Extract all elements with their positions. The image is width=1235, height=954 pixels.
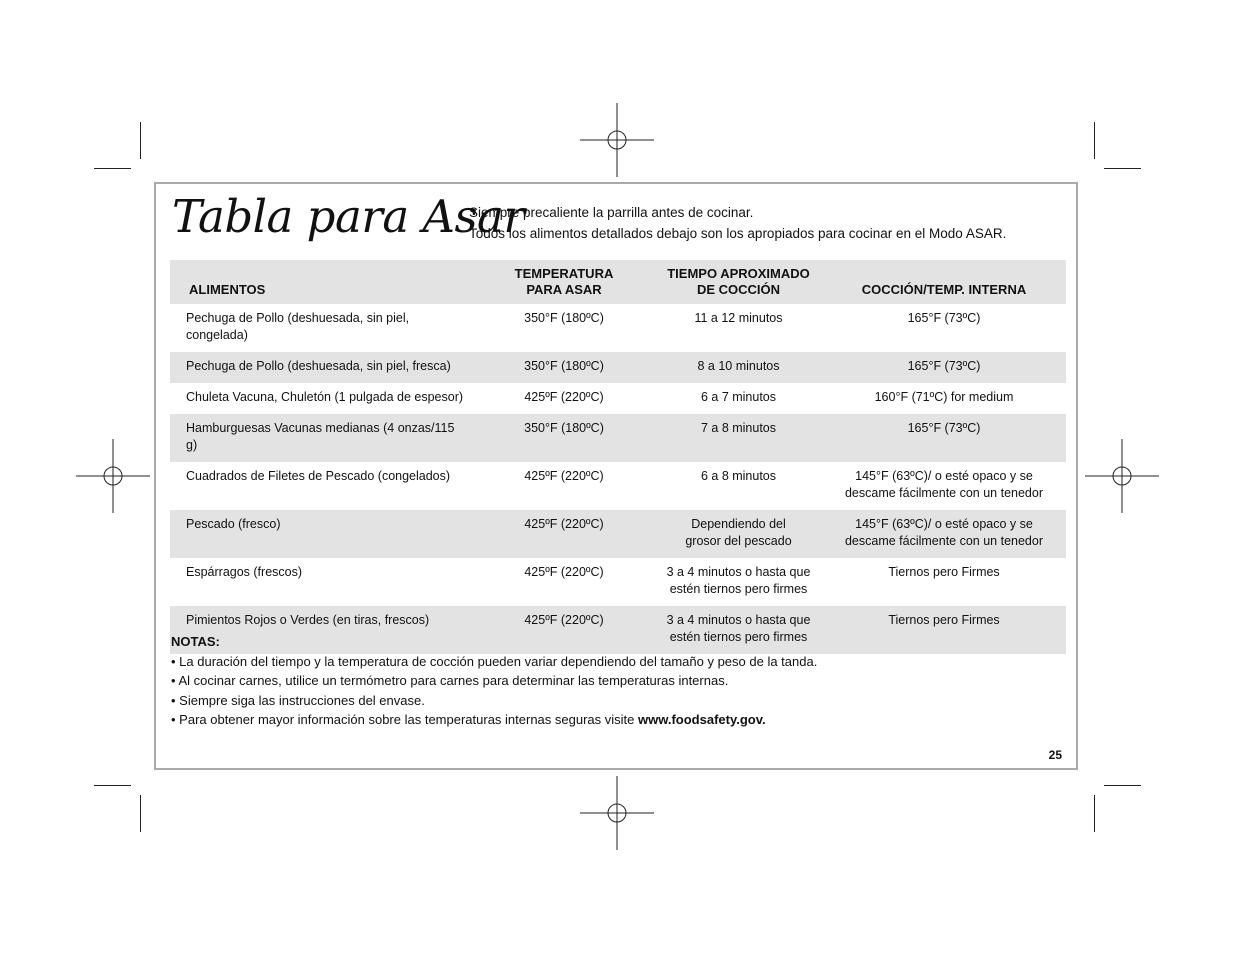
crop-mark (1104, 785, 1141, 786)
table-row (170, 304, 1066, 352)
header-temperature: TEMPERATURA PARA ASAR (473, 260, 655, 304)
internal-cell: 165°F (73ºC) (907, 311, 981, 325)
table-row (170, 414, 1066, 462)
crop-mark (1094, 795, 1095, 832)
intro-line: Siempre precaliente la parrilla antes de cocinar. (469, 205, 754, 220)
internal-cell: 145°F (63ºC)/ o esté opaco y se descame fácilmente con un tenedor (844, 469, 1044, 500)
registration-mark-icon (580, 103, 654, 177)
notes-section (171, 632, 817, 730)
registration-mark-icon (76, 439, 150, 513)
page-title: Tabla para Asar (172, 190, 525, 243)
note-item: • Al cocinar carnes, utilice un termómetro para carnes para determinar las temperaturas internas. (171, 673, 729, 688)
grilling-table (170, 260, 1066, 654)
intro-text (469, 202, 1006, 244)
header-food: ALIMENTOS (170, 260, 473, 304)
food-cell: Hamburguesas Vacunas medianas (4 onzas/115 g) (170, 414, 473, 462)
crop-mark (1104, 168, 1141, 169)
intro-line: Todos los alimentos detallados debajo son los apropiados para cocinar en el Modo ASAR. (469, 226, 1007, 241)
crop-mark (94, 785, 131, 786)
food-cell: Espárragos (frescos) (186, 565, 303, 579)
note-item (171, 710, 817, 730)
note-text: • Para obtener mayor información sobre las temperaturas internas seguras visite (171, 712, 638, 727)
temp-cell: 425ºF (220ºC) (473, 510, 655, 558)
crop-mark (1094, 122, 1095, 159)
registration-mark-icon (1085, 439, 1159, 513)
temp-cell: 350°F (180ºC) (473, 414, 655, 462)
foodsafety-link[interactable]: www.foodsafety.gov. (638, 712, 766, 727)
time-cell: 6 a 7 minutos (700, 390, 777, 404)
temp-cell: 425ºF (220ºC) (524, 565, 604, 579)
table-row (170, 352, 1066, 383)
food-cell: Pechuga de Pollo (deshuesada, sin piel, fresca) (170, 352, 473, 383)
time-cell: 6 a 8 minutos (700, 469, 777, 483)
temp-cell: 425ºF (220ºC) (473, 606, 655, 654)
internal-cell: 160°F (71ºC) for medium (874, 390, 1014, 404)
header-internal-temp: COCCIÓN/TEMP. INTERNA (822, 260, 1066, 304)
temp-cell: 350°F (180ºC) (473, 352, 655, 383)
time-cell: 11 a 12 minutos (694, 311, 783, 325)
time-cell: 8 a 10 minutos (655, 352, 822, 383)
table-row (170, 462, 1066, 510)
food-cell: Chuleta Vacuna, Chuletón (1 pulgada de espesor) (186, 390, 464, 404)
page-frame (154, 182, 1078, 770)
crop-mark (140, 795, 141, 832)
crop-mark (140, 122, 141, 159)
registration-mark-icon (580, 776, 654, 850)
time-cell: 3 a 4 minutos o hasta que estén tiernos pero firmes (655, 606, 822, 654)
internal-cell: Tiernos pero Firmes (822, 606, 1066, 654)
food-cell: Cuadrados de Filetes de Pescado (congelados) (186, 469, 451, 483)
internal-cell: Tiernos pero Firmes (888, 565, 1000, 579)
internal-cell: 165°F (73ºC) (822, 352, 1066, 383)
note-item: • Siempre siga las instrucciones del envase. (171, 692, 425, 708)
temp-cell: 425ºF (220ºC) (524, 469, 604, 483)
internal-cell: 145°F (63ºC)/ o esté opaco y se descame fácilmente con un tenedor (822, 510, 1066, 558)
food-cell: Pechuga de Pollo (deshuesada, sin piel, congelada) (186, 311, 410, 342)
time-cell: Dependiendo del grosor del pescado (655, 510, 822, 558)
time-cell: 3 a 4 minutos o hasta que estén tiernos pero firmes (666, 565, 811, 596)
header-cooking-time: TIEMPO APROXIMADO DE COCCIÓN (655, 260, 822, 304)
page-number: 25 (1048, 748, 1062, 762)
temp-cell: 425ºF (220ºC) (524, 390, 604, 404)
table-row (170, 558, 1066, 606)
time-cell: 7 a 8 minutos (655, 414, 822, 462)
internal-cell: 165°F (73ºC) (822, 414, 1066, 462)
crop-mark (94, 168, 131, 169)
table-header-row (170, 260, 1066, 304)
table-row (170, 383, 1066, 414)
table-row (170, 510, 1066, 558)
food-cell: Pescado (fresco) (170, 510, 473, 558)
temp-cell: 350°F (180ºC) (524, 311, 604, 325)
food-cell: Pimientos Rojos o Verdes (en tiras, frescos) (170, 606, 473, 654)
note-item: • La duración del tiempo y la temperatura de cocción pueden variar dependiendo del tamaño y peso de la tanda. (171, 653, 818, 669)
notes-heading: NOTAS: (171, 634, 220, 649)
